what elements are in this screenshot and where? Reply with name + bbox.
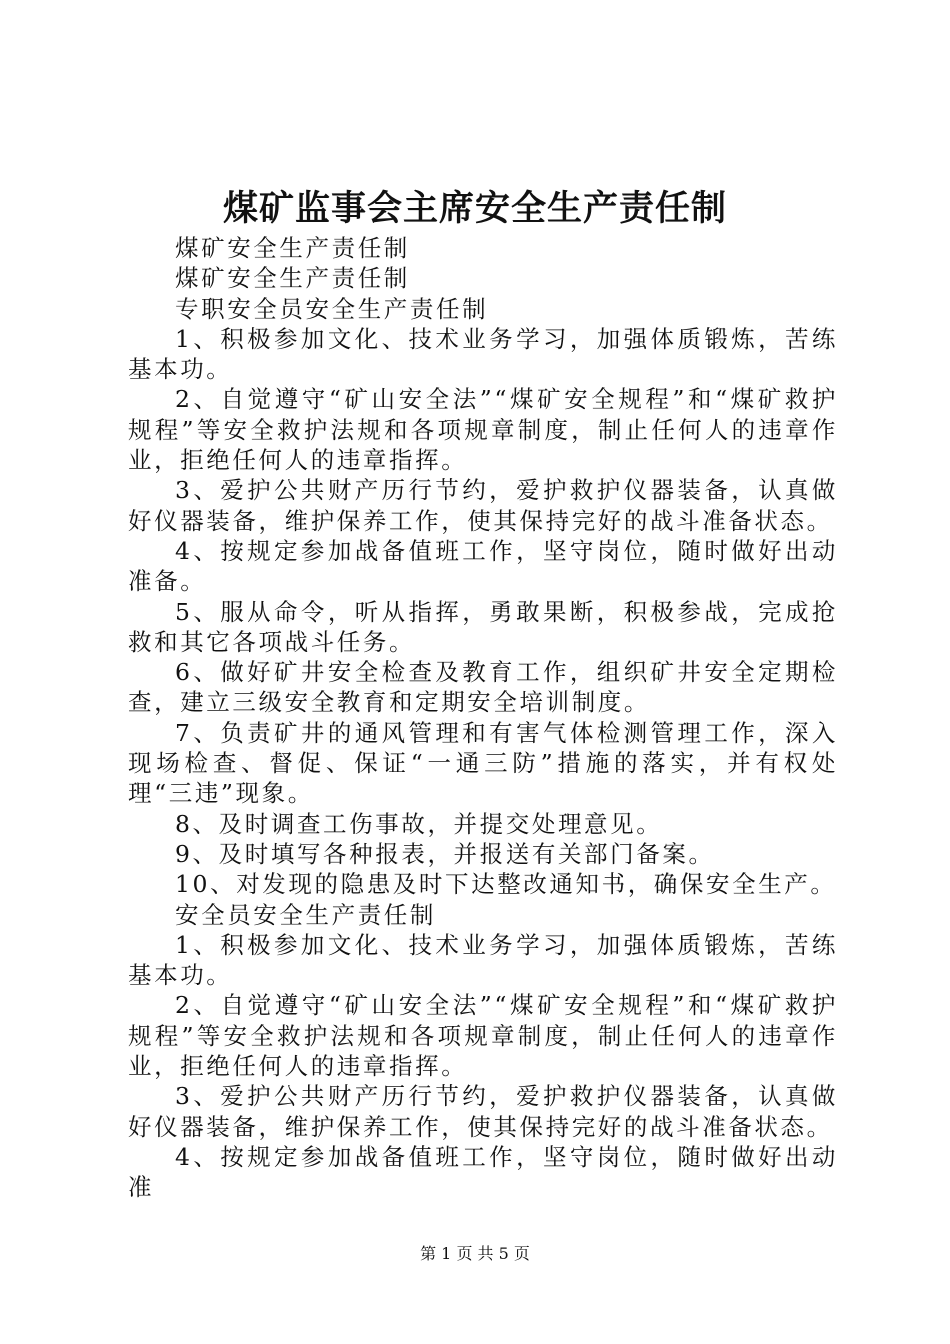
paragraph: 7、负责矿井的通风管理和有害气体检测管理工作，深入现场检查、督促、保证“一通三防”措施的落实，并有权处理“三违”现象。 xyxy=(128,718,838,808)
paragraph: 3、爱护公共财产历行节约，爱护救护仪器装备，认真做好仪器装备，维护保养工作，使其保持完好的战斗准备状态。 xyxy=(128,476,838,535)
paragraph: 8、及时调查工伤事故，并提交处理意见。 xyxy=(175,809,663,838)
paragraph: 6、做好矿井安全检查及教育工作，组织矿井安全定期检查，建立三级安全教育和定期安全培训制度。 xyxy=(128,658,838,717)
document-title: 煤矿监事会主席安全生产责任制 xyxy=(222,188,727,229)
paragraph: 专职安全员安全生产责任制 xyxy=(175,294,489,323)
paragraph: 4、按规定参加战备值班工作，坚守岗位，随时做好出动准 xyxy=(128,1142,838,1202)
paragraph: 5、服从命令，听从指挥，勇敢果断，积极参战，完成抢救和其它各项战斗任务。 xyxy=(128,597,838,656)
paragraph: 3、爱护公共财产历行节约，爱护救护仪器装备，认真做好仪器装备，维护保养工作，使其保持完好的战斗准备状态。 xyxy=(128,1082,838,1141)
page-number-footer: 第 1 页 共 5 页 xyxy=(420,1244,530,1263)
paragraph: 9、及时填写各种报表，并报送有关部门备案。 xyxy=(175,839,715,868)
paragraph: 10、对发现的隐患及时下达整改通知书，确保安全生产。 xyxy=(175,870,837,899)
document-body xyxy=(128,233,838,1203)
paragraph: 4、按规定参加战备值班工作，坚守岗位，随时做好出动准备。 xyxy=(128,536,838,596)
paragraph: 1、积极参加文化、技术业务学习，加强体质锻炼，苦练基本功。 xyxy=(128,930,838,990)
paragraph: 煤矿安全生产责任制 xyxy=(175,264,410,293)
paragraph: 1、积极参加文化、技术业务学习，加强体质锻炼，苦练基本功。 xyxy=(128,324,838,384)
paragraph: 煤矿安全生产责任制 xyxy=(175,234,410,262)
paragraph: 安全员安全生产责任制 xyxy=(175,900,436,929)
paragraph: 2、自觉遵守“矿山安全法”“煤矿安全规程”和“煤矿救护规程”等安全救护法规和各项规章制度，制止任何人的违章作业，拒绝任何人的违章指挥。 xyxy=(128,991,838,1081)
paragraph: 2、自觉遵守“矿山安全法”“煤矿安全规程”和“煤矿救护规程”等安全救护法规和各项规章制度，制止任何人的违章作业，拒绝任何人的违章指挥。 xyxy=(128,385,838,475)
